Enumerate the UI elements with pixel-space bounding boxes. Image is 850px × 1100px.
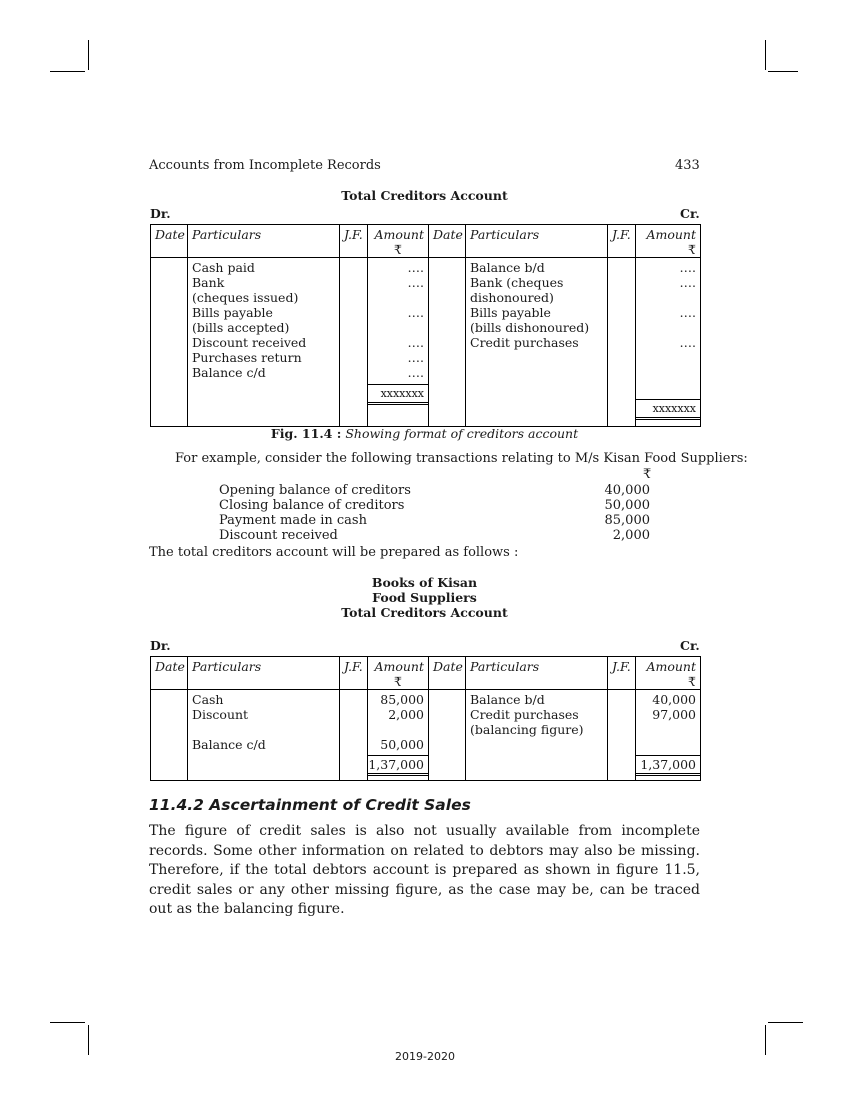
right-particulars <box>466 690 608 777</box>
footer-year: 2019-2020 <box>395 1050 455 1063</box>
col-particulars: Particulars <box>188 657 340 690</box>
example-label: Payment made in cash <box>219 513 367 528</box>
table2-title-line: Total Creditors Account <box>341 605 508 620</box>
creditors-format-table <box>150 224 701 427</box>
crop-mark <box>50 1022 85 1023</box>
list-item: (cheques issued) <box>192 290 299 305</box>
col-amount: Amount ₹ <box>368 225 429 258</box>
list-item: (bills dishonoured) <box>470 320 590 335</box>
col-particulars: Particulars <box>466 657 608 690</box>
left-amounts: …. …. …. …. …. …. xxxxxxx <box>368 258 429 421</box>
list-item: Balance c/d <box>192 365 266 380</box>
crop-mark <box>765 40 766 70</box>
left-particulars <box>188 690 340 777</box>
col-jf: J.F. <box>340 225 368 258</box>
figure-caption: Fig. 11.4 : Showing format of creditors account <box>270 426 579 441</box>
list-item: Balance b/d <box>470 260 545 275</box>
crop-mark <box>768 1022 803 1023</box>
list-item: Bank (cheques <box>470 275 564 290</box>
example-value: 40,000 <box>604 483 650 498</box>
right-amounts: 40,000 97,000 1,37,000 <box>636 690 701 777</box>
col-jf: J.F. <box>340 657 368 690</box>
example-outro: The total creditors account will be prepared as follows : <box>149 545 519 560</box>
example-label: Opening balance of creditors <box>219 483 411 498</box>
list-item: Cash <box>192 692 224 707</box>
example-label: Closing balance of creditors <box>219 498 405 513</box>
list-item: Purchases return <box>192 350 302 365</box>
total-right: 1,37,000 <box>636 755 700 776</box>
table2-title-line: Food Suppliers <box>372 590 477 605</box>
example-value: 2,000 <box>612 528 650 543</box>
example-value: 50,000 <box>604 498 650 513</box>
col-date: Date <box>429 225 466 258</box>
list-item: dishonoured) <box>470 290 554 305</box>
list-item: Bills payable <box>470 305 551 320</box>
col-amount: Amount ₹ <box>636 225 701 258</box>
example-label: Discount received <box>219 528 338 543</box>
col-jf: J.F. <box>608 657 636 690</box>
col-date: Date <box>429 657 466 690</box>
running-title: Accounts from Incomplete Records <box>149 158 381 173</box>
list-item: Bank <box>192 275 225 290</box>
col-particulars: Particulars <box>188 225 340 258</box>
kisan-creditors-table <box>150 656 701 781</box>
col-amount: Amount ₹ <box>368 657 429 690</box>
crop-mark <box>50 71 85 72</box>
list-item <box>192 722 335 737</box>
cr-label: Cr. <box>680 638 700 653</box>
list-item: (balancing figure) <box>470 722 584 737</box>
total-left: 1,37,000 <box>368 755 428 776</box>
cr-label: Cr. <box>680 206 700 221</box>
list-item: (bills accepted) <box>192 320 290 335</box>
crop-mark <box>88 40 89 70</box>
example-value: 85,000 <box>604 513 650 528</box>
crop-mark <box>768 71 798 72</box>
list-item: Credit purchases <box>470 335 579 350</box>
list-item: Discount <box>192 707 249 722</box>
dr-label: Dr. <box>150 206 171 221</box>
list-item: Credit purchases <box>470 707 579 722</box>
col-jf: J.F. <box>608 225 636 258</box>
col-date: Date <box>151 225 188 258</box>
rupee-symbol: ₹ <box>643 467 652 482</box>
page-number: 433 <box>675 158 700 173</box>
left-particulars <box>188 258 340 421</box>
table1-title: Total Creditors Account <box>341 188 508 203</box>
list-item: Balance b/d <box>470 692 545 707</box>
right-particulars <box>466 258 608 421</box>
list-item: Discount received <box>192 335 307 350</box>
list-item: Bills payable <box>192 305 273 320</box>
col-particulars: Particulars <box>466 225 608 258</box>
example-intro: For example, consider the following transactions relating to M/s Kisan Food Suppliers: <box>175 451 748 466</box>
list-item: Cash paid <box>192 260 255 275</box>
left-amounts: 85,000 2,000 50,000 1,37,000 <box>368 690 429 777</box>
col-amount: Amount ₹ <box>636 657 701 690</box>
dr-label: Dr. <box>150 638 171 653</box>
section-paragraph: The figure of credit sales is also not usually available from incomplete records. Some other information on related to debtors may also be missing. Therefore, if the total debtors account is prepared as shown in figure 11.5, credit sales or any other missing figure, as the case may be, can be traced out as the balancing figure. <box>149 823 700 917</box>
col-date: Date <box>151 657 188 690</box>
right-amounts: …. …. …. …. xxxxxxx <box>636 258 701 421</box>
total-left: xxxxxxx <box>368 384 428 405</box>
section-heading: 11.4.2 Ascertainment of Credit Sales <box>149 796 471 814</box>
table2-title-line: Books of Kisan <box>371 575 478 590</box>
total-right: xxxxxxx <box>636 399 700 420</box>
list-item: Balance c/d <box>192 737 266 752</box>
